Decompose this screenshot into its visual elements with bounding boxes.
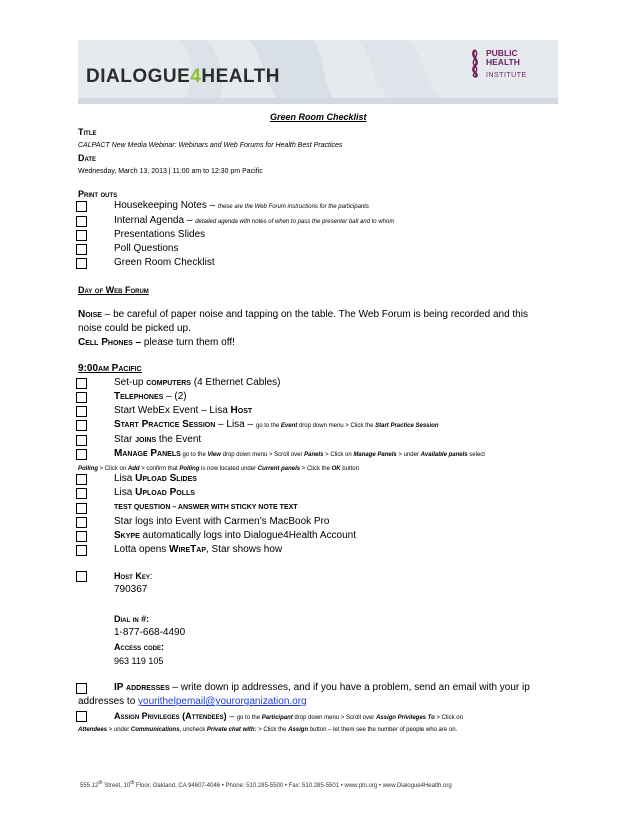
checkbox[interactable]: [76, 711, 87, 722]
phi-logo-subtext: INSTITUTE: [486, 72, 527, 79]
checklist-item: Poll Questions: [114, 243, 179, 254]
checklist-item: Lotta opens WireTap, Star shows how: [114, 544, 283, 555]
host-key-label: Host Key:: [114, 571, 153, 581]
title-value: CALPACT New Media Webinar: Webinars and Web Forums for Health Best Practices: [78, 142, 343, 149]
checklist-item: Lisa Upload Polls: [114, 487, 195, 498]
checkbox[interactable]: [76, 545, 87, 556]
checkbox[interactable]: [76, 216, 87, 227]
checkbox[interactable]: [76, 378, 87, 389]
checklist-item: Set-up computers (4 Ethernet Cables): [114, 377, 281, 388]
print-outs-label: Print outs: [78, 189, 118, 199]
footer-address: 555 12th Street, 10th Floor, Oakland, CA 94607-4046 • Phone: 510.285-5500 • Fax: 510.285-5501 • www.phi.org • www.Dialogue4Health.org: [80, 780, 452, 789]
day-of-heading: Day of Web Forum: [78, 285, 149, 295]
noise-line: Noise – be careful of paper noise and tapping on the table. The Web Forum is being recorded and this: [78, 309, 528, 320]
checkbox[interactable]: [76, 392, 87, 403]
assign-privileges-line-2: Attendees > under Communications, uncheck Private chat with: > Click the Assign button – let them see the number of people who are on.: [78, 727, 458, 733]
checkbox[interactable]: [76, 571, 87, 582]
checkbox[interactable]: [76, 201, 87, 212]
checklist-item: Internal Agenda – detailed agenda with notes of when to pass the presenter ball and to whom: [114, 215, 395, 226]
phi-logo-icon: [466, 48, 484, 83]
checkbox[interactable]: [76, 244, 87, 255]
checklist-item: Skype automatically logs into Dialogue4Health Account: [114, 530, 356, 541]
checklist-item: Lisa Upload Slides: [114, 473, 197, 484]
checkbox[interactable]: [76, 517, 87, 528]
cell-phones-line: Cell Phones – please turn them off!: [78, 337, 235, 348]
checklist-item: Start WebEx Event – Lisa Host: [114, 405, 253, 416]
host-key-value: 790367: [114, 584, 148, 595]
checklist-item: Telephones – (2): [114, 391, 187, 402]
access-code-value: 963 119 105: [114, 656, 164, 666]
date-value: Wednesday, March 13, 2013 | 11:00 am to 12:30 pm Pacific: [78, 168, 263, 175]
checklist-item: Housekeeping Notes – these are the Web Forum instructions for the participants: [114, 200, 369, 211]
checkbox[interactable]: [76, 435, 87, 446]
checklist-item: Manage Panels go to the View drop down menu > Scroll over Panels > Click on Manage Panels > under Available panels select: [114, 448, 485, 459]
checkbox[interactable]: [76, 258, 87, 269]
checklist-item: Star joins the Event: [114, 434, 202, 445]
checklist-item: Start Practice Session – Lisa – go to the Event drop down menu > Click the Start Practice Session: [114, 419, 439, 430]
checkbox[interactable]: [76, 406, 87, 417]
checkbox[interactable]: [76, 531, 87, 542]
noise-line-2: noise could be picked up.: [78, 323, 191, 334]
checkbox[interactable]: [76, 488, 87, 499]
phi-logo-text: PUBLIC HEALTH: [486, 48, 520, 67]
email-link[interactable]: yourithelpemail@yourorganization.org: [138, 696, 307, 707]
checklist-item: Presentations Slides: [114, 229, 206, 240]
date-label: Date: [78, 153, 97, 163]
access-code-label: Access code:: [114, 642, 165, 652]
ip-addresses-line-2: addresses to yourithelpemail@yourorganization.org: [78, 696, 307, 707]
dial-in-label: Dial in #:: [114, 614, 150, 624]
checklist-item-continued: Polling > Click on Add > confirm that Polling is now located under Current panels > Click the OK button: [78, 466, 359, 472]
assign-privileges-line: Assign Privileges (Attendees) – go to the Participant drop down menu > Scroll over Assign Privileges To > Click on: [114, 711, 463, 721]
checklist-item: TEST QUESTION – ANSWER WITH STICKY NOTE TEXT: [114, 504, 298, 511]
dialogue4health-logo: DIALOGUE4HEALTH: [86, 66, 280, 87]
checklist-item: Star logs into Event with Carmen’s MacBook Pro: [114, 516, 330, 527]
nine-am-heading: 9:00am Pacific: [78, 363, 142, 374]
dial-in-value: 1-877-668-4490: [114, 627, 186, 638]
checkbox[interactable]: [76, 474, 87, 485]
ip-addresses-line: IP addresses – write down ip addresses, and if you have a problem, send an email with your ip: [114, 682, 530, 693]
checkbox[interactable]: [76, 683, 87, 694]
title-label: Title: [78, 127, 97, 137]
checkbox[interactable]: [76, 230, 87, 241]
doc-title: Green Room Checklist: [270, 112, 367, 122]
checklist-item: Green Room Checklist: [114, 257, 215, 268]
checkbox[interactable]: [76, 503, 87, 514]
checkbox[interactable]: [76, 449, 87, 460]
checkbox[interactable]: [76, 420, 87, 431]
